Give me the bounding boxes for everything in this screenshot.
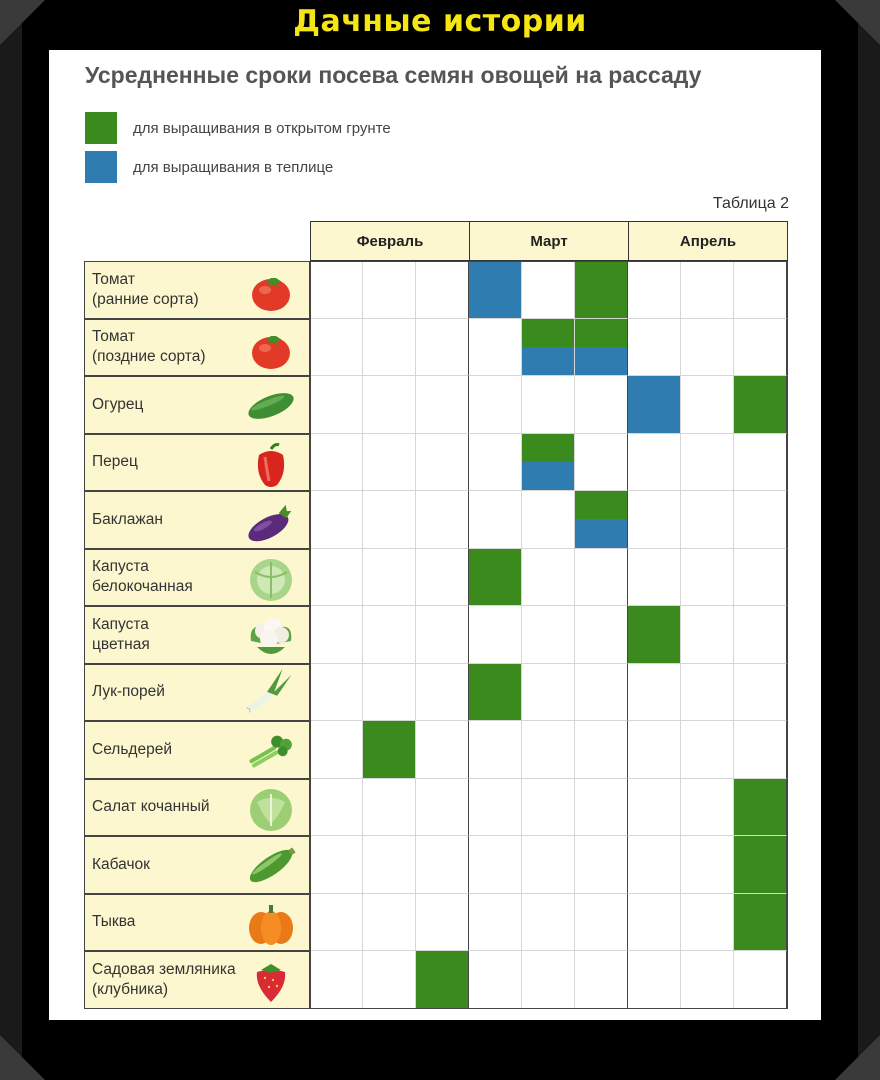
schedule-cell xyxy=(469,836,522,894)
table-row xyxy=(84,319,787,377)
schedule-cell xyxy=(310,434,363,492)
schedule-cell xyxy=(575,721,628,779)
vegetable-cell xyxy=(84,836,310,894)
schedule-cell xyxy=(310,951,363,1009)
schedule-cell xyxy=(575,319,628,377)
vegetable-cell xyxy=(84,894,310,952)
schedule-cell xyxy=(522,664,575,722)
frame-corner xyxy=(0,1035,45,1080)
frame-corner xyxy=(835,1035,880,1080)
greenhouse-mark xyxy=(522,347,574,375)
schedule-cell xyxy=(628,434,681,492)
schedule-cell xyxy=(310,894,363,952)
open-ground-mark xyxy=(575,491,627,519)
schedule-cell xyxy=(310,721,363,779)
schedule-cell xyxy=(575,549,628,607)
schedule-cell xyxy=(469,779,522,837)
vegetable-name: Баклажан xyxy=(92,510,163,528)
schedule-cell xyxy=(575,491,628,549)
schedule-cell xyxy=(628,894,681,952)
vegetable-cell xyxy=(84,721,310,779)
schedule-cell xyxy=(628,261,681,319)
cabbage-icon xyxy=(243,554,299,604)
schedule-cell xyxy=(363,549,416,607)
schedule-cell xyxy=(469,721,522,779)
schedule-cell xyxy=(734,606,787,664)
legend-swatch-greenhouse xyxy=(85,151,117,183)
legend-item-greenhouse xyxy=(85,151,333,183)
schedule-cell xyxy=(363,376,416,434)
schedule-cell xyxy=(469,261,522,319)
schedule-cell xyxy=(416,836,469,894)
vegetable-name: Садовая земляника (клубника) xyxy=(92,960,236,998)
open-ground-mark xyxy=(522,319,574,347)
schedule-cell xyxy=(734,319,787,377)
eggplant-icon xyxy=(243,496,299,546)
schedule-cell xyxy=(469,664,522,722)
table-row xyxy=(84,549,787,607)
schedule-cell xyxy=(734,836,787,894)
schedule-cell xyxy=(522,376,575,434)
schedule-cell xyxy=(681,836,734,894)
document-page xyxy=(49,50,821,1020)
legend-item-open-ground xyxy=(85,112,391,144)
schedule-cell xyxy=(310,376,363,434)
table-row xyxy=(84,606,787,664)
tomato-icon xyxy=(243,324,299,374)
vegetable-cell xyxy=(84,549,310,607)
greenhouse-mark xyxy=(575,519,627,547)
vegetable-name: Томат (поздние сорта) xyxy=(92,328,206,366)
schedule-cell xyxy=(681,721,734,779)
schedule-cell xyxy=(363,836,416,894)
table-row xyxy=(84,261,787,319)
schedule-cell xyxy=(575,434,628,492)
schedule-cell xyxy=(681,951,734,1009)
pumpkin-icon xyxy=(243,899,299,949)
schedule-cell xyxy=(681,549,734,607)
schedule-cell xyxy=(416,951,469,1009)
schedule-cell xyxy=(628,606,681,664)
month-header: Апрель xyxy=(628,221,788,261)
schedule-cell xyxy=(681,664,734,722)
schedule-cell xyxy=(734,261,787,319)
table-number: Таблица 2 xyxy=(712,195,789,212)
schedule-cell xyxy=(310,836,363,894)
legend-label: для выращивания в теплице xyxy=(133,158,334,176)
schedule-cell xyxy=(363,779,416,837)
schedule-cell xyxy=(469,549,522,607)
schedule-cell xyxy=(363,319,416,377)
schedule-cell xyxy=(363,261,416,319)
greenhouse-mark xyxy=(522,462,574,490)
schedule-cell xyxy=(363,721,416,779)
schedule-cell xyxy=(522,836,575,894)
schedule-cell xyxy=(522,549,575,607)
schedule-cell xyxy=(522,261,575,319)
schedule-cell xyxy=(416,779,469,837)
schedule-cell xyxy=(681,894,734,952)
schedule-cell xyxy=(681,491,734,549)
schedule-cell xyxy=(628,779,681,837)
legend-swatch-open-ground xyxy=(85,112,117,144)
vegetable-name: Перец xyxy=(92,453,138,471)
schedule-cell xyxy=(310,606,363,664)
schedule-cell xyxy=(522,894,575,952)
table-row xyxy=(84,836,787,894)
vegetable-cell xyxy=(84,434,310,492)
vegetable-cell xyxy=(84,606,310,664)
vegetable-name: Тыква xyxy=(92,913,136,931)
schedule-cell xyxy=(522,491,575,549)
schedule-cell xyxy=(363,606,416,664)
schedule-cell xyxy=(310,491,363,549)
schedule-cell xyxy=(363,434,416,492)
schedule-cell xyxy=(575,606,628,664)
schedule-cell xyxy=(416,491,469,549)
vegetable-name: Лук-порей xyxy=(92,683,165,701)
schedule-cell xyxy=(628,491,681,549)
schedule-cell xyxy=(628,836,681,894)
schedule-cell xyxy=(628,951,681,1009)
schedule-cell xyxy=(469,434,522,492)
schedule-cell xyxy=(734,951,787,1009)
schedule-cell xyxy=(734,549,787,607)
vegetable-cell xyxy=(84,779,310,837)
vegetable-cell xyxy=(84,261,310,319)
vegetable-name: Капуста белокочанная xyxy=(92,558,193,596)
schedule-cell xyxy=(310,664,363,722)
schedule-cell xyxy=(734,664,787,722)
month-header: Февраль xyxy=(310,221,470,261)
table-row xyxy=(84,894,787,952)
cucumber-icon xyxy=(243,381,299,431)
schedule-cell xyxy=(734,721,787,779)
schedule-cell xyxy=(310,261,363,319)
vegetable-name: Огурец xyxy=(92,395,144,413)
vegetable-cell xyxy=(84,664,310,722)
schedule-cell xyxy=(575,894,628,952)
vegetable-name: Сельдерей xyxy=(92,740,172,758)
strawberry-icon xyxy=(243,956,299,1006)
table-row xyxy=(84,951,787,1009)
schedule-cell xyxy=(416,549,469,607)
schedule-cell xyxy=(363,951,416,1009)
pepper-icon xyxy=(243,439,299,489)
schedule-cell xyxy=(416,721,469,779)
schedule-cell xyxy=(416,434,469,492)
schedule-cell xyxy=(522,606,575,664)
schedule-cell xyxy=(416,319,469,377)
vegetable-name: Капуста цветная xyxy=(92,615,150,653)
page-title: Усредненные сроки посева семян овощей на рассаду xyxy=(85,62,702,88)
zucchini-icon xyxy=(243,841,299,891)
schedule-cell xyxy=(522,779,575,837)
cauliflower-icon xyxy=(243,611,299,661)
schedule-cell xyxy=(628,664,681,722)
schedule-cell xyxy=(416,261,469,319)
schedule-cell xyxy=(416,606,469,664)
schedule-cell xyxy=(681,319,734,377)
vegetable-cell xyxy=(84,319,310,377)
schedule-cell xyxy=(469,376,522,434)
vegetable-cell xyxy=(84,491,310,549)
vegetable-name: Салат кочанный xyxy=(92,798,210,816)
schedule-cell xyxy=(416,894,469,952)
schedule-cell xyxy=(681,434,734,492)
schedule-cell xyxy=(310,319,363,377)
schedule-cell xyxy=(681,779,734,837)
greenhouse-mark xyxy=(575,347,627,375)
table-row xyxy=(84,491,787,549)
legend-label: для выращивания в открытом грунте xyxy=(133,119,391,137)
schedule-cell xyxy=(469,491,522,549)
schedule-cell xyxy=(681,376,734,434)
schedule-cell xyxy=(469,319,522,377)
schedule-cell xyxy=(363,664,416,722)
vegetable-name: Томат (ранние сорта) xyxy=(92,270,199,308)
celery-icon xyxy=(243,726,299,776)
schedule-cell xyxy=(363,894,416,952)
table-row xyxy=(84,434,787,492)
schedule-cell xyxy=(416,376,469,434)
schedule-cell xyxy=(734,376,787,434)
schedule-cell xyxy=(522,434,575,492)
schedule-cell xyxy=(469,951,522,1009)
schedule-cell xyxy=(575,664,628,722)
schedule-cell xyxy=(575,779,628,837)
schedule-cell xyxy=(734,894,787,952)
schedule-cell xyxy=(575,951,628,1009)
schedule-cell xyxy=(522,721,575,779)
schedule-cell xyxy=(575,376,628,434)
schedule-cell xyxy=(681,261,734,319)
month-header: Март xyxy=(469,221,629,261)
vegetable-cell xyxy=(84,951,310,1009)
schedule-cell xyxy=(416,664,469,722)
vegetable-name: Кабачок xyxy=(92,855,150,873)
schedule-cell xyxy=(522,319,575,377)
table-row xyxy=(84,664,787,722)
schedule-cell xyxy=(734,434,787,492)
tomato-icon xyxy=(243,266,299,316)
schedule-cell xyxy=(734,779,787,837)
schedule-cell xyxy=(628,319,681,377)
schedule-cell xyxy=(681,606,734,664)
schedule-cell xyxy=(469,606,522,664)
schedule-cell xyxy=(628,376,681,434)
table-row xyxy=(84,376,787,434)
schedule-cell xyxy=(522,951,575,1009)
schedule-cell xyxy=(734,491,787,549)
table-row xyxy=(84,721,787,779)
lettuce-icon xyxy=(243,784,299,834)
table-row xyxy=(84,779,787,837)
schedule-cell xyxy=(575,836,628,894)
schedule-cell xyxy=(628,549,681,607)
schedule-cell xyxy=(363,491,416,549)
schedule-cell xyxy=(310,549,363,607)
schedule-cell xyxy=(469,894,522,952)
vegetable-cell xyxy=(84,376,310,434)
site-title: Дачные истории xyxy=(293,4,587,39)
schedule-cell xyxy=(310,779,363,837)
leek-icon xyxy=(243,669,299,719)
open-ground-mark xyxy=(575,319,627,347)
open-ground-mark xyxy=(522,434,574,462)
schedule-cell xyxy=(628,721,681,779)
schedule-cell xyxy=(575,261,628,319)
